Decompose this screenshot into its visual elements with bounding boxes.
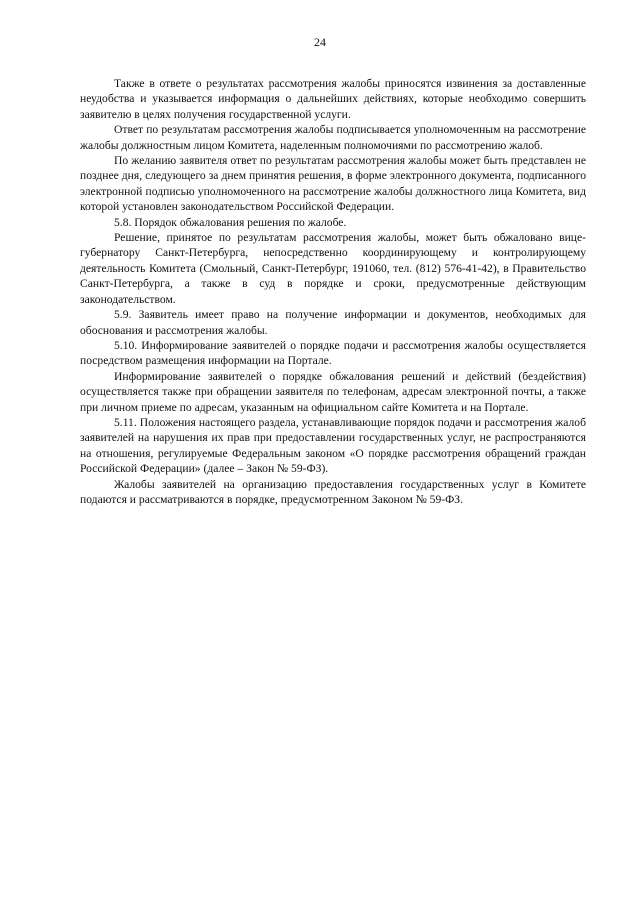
paragraph-5-11: 5.11. Положения настоящего раздела, устанавливающие порядок подачи и рассмотрения жалоб заявителей на нарушения их прав при предоставлении государственных услуг, не распространяются на отношения, регулируемые Федеральным законом «О порядке рассмотрения обращений граждан Российской Федерации» (далее – Закон № 59-ФЗ).: [80, 415, 586, 476]
paragraph-electronic-response: По желанию заявителя ответ по результатам рассмотрения жалобы может быть представлен не позднее дня, следующего за днем принятия решения, в форме электронного документа, подписанного электронной подписью уполномоченного на рассмотрение жалобы должностного лица Комитета, вид которой установлен законодательством Российской Федерации.: [80, 154, 586, 214]
document-body: [80, 76, 586, 507]
paragraph-5-10: 5.10. Информирование заявителей о порядке подачи и рассмотрения жалобы осуществляется посредством размещения информации на Портале.: [80, 338, 586, 368]
paragraph-5-8: 5.8. Порядок обжалования решения по жалобе.: [114, 215, 347, 229]
paragraph-signature: Ответ по результатам рассмотрения жалобы подписывается уполномоченным на рассмотрение жалобы должностным лицом Комитета, наделенным полномочиями по рассмотрению жалоб.: [80, 123, 586, 152]
page-number: 24: [314, 35, 326, 49]
paragraph-apology: Также в ответе о результатах рассмотрения жалобы приносятся извинения за доставленные неудобства и указывается информация о дальнейших действиях, которые необходимо совершить заявителю в целях получения государственной услуги.: [80, 77, 586, 121]
paragraph-informing: Информирование заявителей о порядке обжалования решений и действий (бездействия) осуществляется также при обращении заявителя по телефонам, адресам электронной почты, а также при личном приеме по адресам, указанным на официальном сайте Комитета и на Портале.: [80, 369, 586, 414]
paragraph-law-59: Жалобы заявителей на организацию предоставления государственных услуг в Комитете подаются и рассматриваются в порядке, предусмотренном Законом № 59-ФЗ.: [80, 477, 586, 506]
paragraph-5-9: 5.9. Заявитель имеет право на получение информации и документов, необходимых для обоснования и рассмотрения жалобы.: [80, 308, 586, 337]
paragraph-appeal-decision: Решение, принятое по результатам рассмотрения жалобы, может быть обжаловано вице-губернатору Санкт-Петербурга, непосредственно координирующему и контролирующему деятельность Комитета (Смольный, Санкт-Петербург, 191060, тел. (812) 576-41-42), в Правительство Санкт-Петербурга, а также в суд в порядке и сроки, предусмотренные действующим законодательством.: [80, 231, 586, 306]
